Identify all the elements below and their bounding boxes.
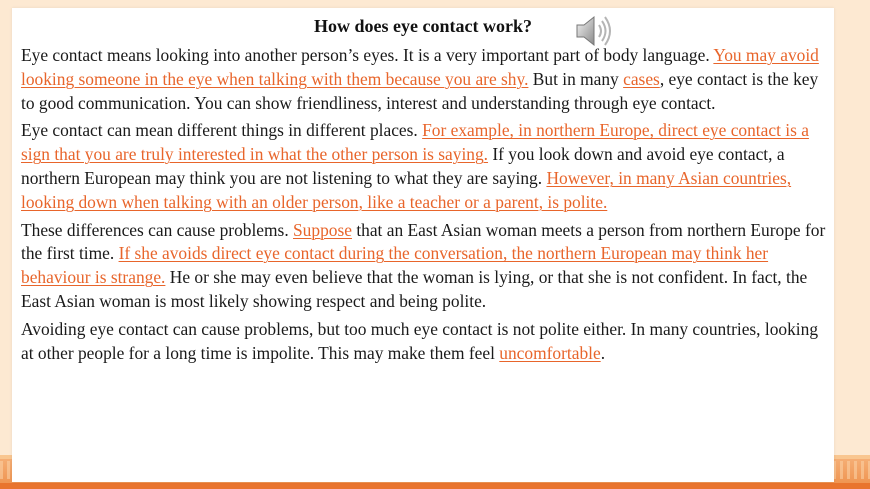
highlighted-sentence-shy: You may avoid looking someone in the eye when talking with them because you are shy. bbox=[21, 45, 819, 89]
slide-title: How does eye contact work? bbox=[314, 16, 532, 36]
highlighted-word-uncomfortable: uncomfortable bbox=[499, 342, 601, 363]
paragraph-3-text-1: These differences can cause problems. bbox=[21, 219, 294, 240]
paragraph-2-text-1: Eye contact can mean different things in different places. bbox=[21, 120, 423, 141]
paragraph-1-text-2: But in many bbox=[528, 68, 624, 89]
highlighted-word-cases: cases bbox=[623, 68, 660, 89]
paragraph-2-text-2: If you look down and avoid eye contact, a northern European may think you are not listening to what they are saying. bbox=[21, 144, 785, 188]
paragraph-4 bbox=[21, 318, 833, 366]
text-card bbox=[12, 8, 834, 482]
paragraph-3-text-2: that an East Asian woman meets a person from northern Europe for the first time. bbox=[21, 219, 826, 264]
paragraph-3 bbox=[21, 219, 833, 314]
paragraph-4-text-1: Avoiding eye contact can cause problems, but too much eye contact is not polite either. In many countries, looking at other people for a long time is impolite. This may make them feel bbox=[21, 318, 819, 363]
article-body bbox=[21, 44, 833, 369]
paragraph-1-text-3: , eye contact is the key to good communication. You can show friendliness, interest and understanding through eye contact. bbox=[21, 68, 819, 113]
paragraph-1-text-1: Eye contact means looking into another person’s eyes. It is a very important part of body language. bbox=[21, 45, 714, 65]
highlighted-word-suppose: Suppose bbox=[293, 219, 352, 240]
paragraph-1 bbox=[21, 44, 833, 115]
paragraph-2 bbox=[21, 119, 833, 214]
band-bottom-line bbox=[0, 483, 870, 489]
highlighted-sentence-behaviour-strange: If she avoids direct eye contact during the conversation, the northern European may think her behaviour is strange. bbox=[21, 243, 769, 288]
paragraph-3-text-3: He or she may even believe that the woman is lying, or that she is not confident. In fact, the East Asian woman is most likely showing respect and being polite. bbox=[21, 267, 808, 311]
paragraph-4-text-2: . bbox=[600, 342, 606, 363]
highlighted-sentence-asian-countries: However, in many Asian countries, looking down when talking with an older person, like a teacher or a parent, is polite. bbox=[21, 167, 792, 212]
highlighted-sentence-northern-europe: For example, in northern Europe, direct eye contact is a sign that you are truly interested in what the other person is saying. bbox=[21, 120, 809, 165]
